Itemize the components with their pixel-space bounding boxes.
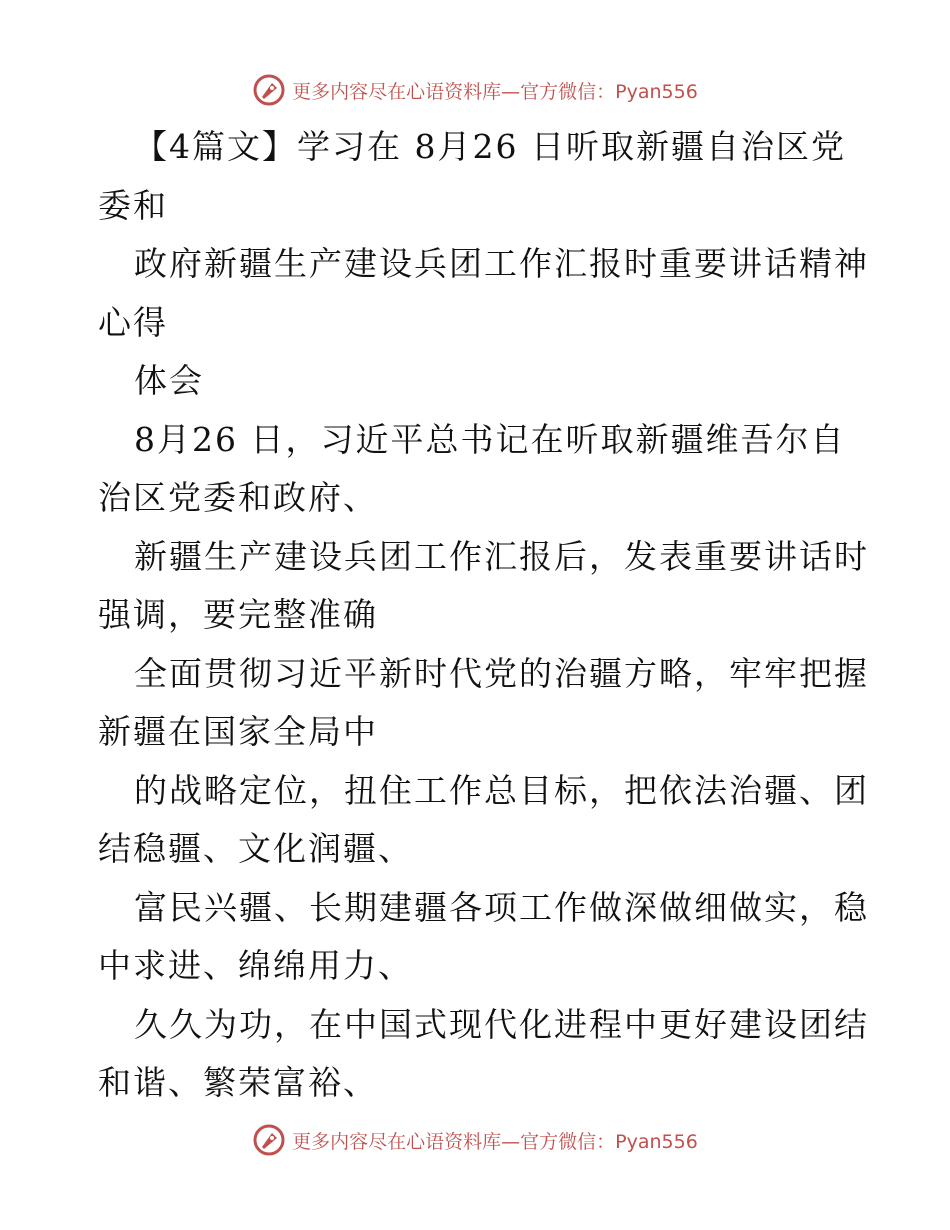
title-line-5: 体会 [134,361,204,400]
pen-nib-circle-icon [252,1123,286,1157]
title-line-1: 【4篇文】学习在 8月26 日听取新疆自治区党 [134,127,846,166]
paragraph-line: 中求进、绵绵用力、 [98,946,413,985]
paragraph-line: 强调，要完整准确 [98,595,378,634]
paragraph-line: 的战略定位，扭住工作总目标，把依法治疆、团 [134,770,869,810]
title-line-4: 心得 [98,302,168,342]
header-watermark-text: 更多内容尽在心语资料库—官方微信：Pyan556 [292,80,698,103]
paragraph-line: 8月26 日，习近平总书记在听取新疆维吾尔自 [134,419,846,459]
footer-watermark-text: 更多内容尽在心语资料库—官方微信：Pyan556 [292,1130,698,1153]
paragraph-line: 结稳疆、文化润疆、 [98,829,413,868]
header-watermark-banner [0,70,950,110]
paragraph-line: 新疆在国家全局中 [98,712,378,751]
title-line-2: 委和 [98,185,168,225]
pen-nib-circle-icon [252,73,286,107]
paragraph-line: 久久为功，在中国式现代化进程中更好建设团结 [134,1004,869,1044]
title-line-3: 政府新疆生产建设兵团工作汇报时重要讲话精神 [134,244,869,283]
paragraph-line: 和谐、繁荣富裕、 [98,1063,378,1102]
paragraph-line: 富民兴疆、长期建疆各项工作做深做细做实，稳 [134,887,869,927]
footer-watermark-banner [0,1120,950,1160]
paragraph-line: 治区党委和政府、 [98,478,378,517]
document-body [98,118,869,1113]
paragraph-line: 新疆生产建设兵团工作汇报后，发表重要讲话时 [134,536,869,576]
paragraph-line: 全面贯彻习近平新时代党的治疆方略，牢牢把握 [134,653,869,693]
